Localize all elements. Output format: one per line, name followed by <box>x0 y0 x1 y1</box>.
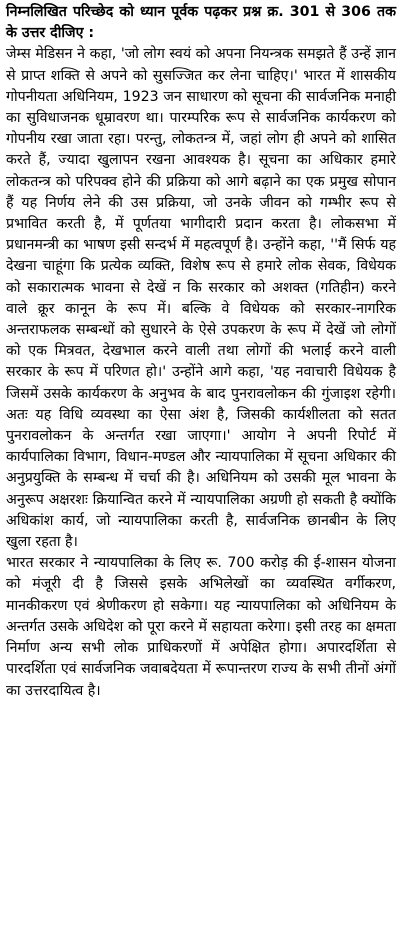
passage-paragraph: जेम्स मेडिसन ने कहा, 'जो लोग स्वयं को अपना नियन्त्रक समझते हैं उन्हें ज्ञान से प्राप्त शक्ति से अपने को सुसज्जित कर लेना चाहिए।' भारत में शासकीय गोपनीयता अधिनियम, 1923 जन साधारण को सूचना की सार्वजनिक मनाही का सुविधाजनक धूम्रावरण था। पारम्परिक रूप से सार्वजनिक कार्यकरण को गोपनीय रखा जाता रहा। परन्तु, लोकतन्त्र में, जहां लोग ही अपने को शासित करते हैं, ज्यादा खुलापन रखना आवश्यक है। सूचना का अधिकार हमारे लोकतन्त्र को परिपक्व होने की प्रक्रिया को आगे बढ़ाने का एक प्रमुख सोपान हैं यह निर्णय लेने की उस प्रक्रिया, जो उनके जीवन को गम्भीर रूप से प्रभावित करती है, में पूर्णतया भागीदारी प्रदान करता है। लोकसभा में प्रधानमन्त्री का भाषण इसी सन्दर्भ में महत्वपूर्ण है। उन्होंने कहा, ''मैं सिर्फ यह देखना चाहूंगा कि प्रत्येक व्यक्ति, विशेष रूप से हमारे लोक सेवक, विधेयक को सकारात्मक भावना से देखें न कि सरकार को अशक्त (गतिहीन) करने वाले क्रूर कानून के रूप में। बल्कि वे विधेयक को सरकार-नागरिक अन्तराफलक सम्बन्धों को सुधारने के ऐसे उपकरण के रूप में देखें जो लोगों को एक मित्रवत, देखभाल करने वाली तथा लोगों की भलाई करने वाली सरकार के रूप में परिणत हो।' उन्होंने आगे कहा, 'यह नवाचारी विधेयक है जिसमें उसके कार्यकरण के अनुभव के बाद पुनरावलोकन की गुंजाइश रहेगी। अतः यह विधि व्यवस्था का ऐसा अंश है, जिसकी कार्यशीलता को सतत पुनरावलोकन के अन्तर्गत रखा जाएगा।' आयोग ने अपनी रिपोर्ट में कार्यपालिका विभाग, विधान-मण्डल और न्यायपालिका में सूचना अधिकार की अनुप्रयुक्ति के सम्बन्ध में चर्चा की है। अधिनियम को उसकी मूल भावना के अनुरूप अक्षरशः क्रियान्वित करने में न्यायपालिका अग्रणी हो सकती है क्योंकि अधिकांश कार्य, जो न्यायपालिका करती है, सार्वजनिक छानबीन के लिए खुला रहता है। <box>6 46 396 551</box>
question-heading: निम्नलिखित परिच्छेद को ध्यान पूर्वक पढ़कर प्रश्न क्र. 301 से 306 तक के उत्तर दीजिए : <box>6 4 396 42</box>
passage-paragraph: भारत सरकार ने न्यायपालिका के लिए रू. 700 करोड़ की ई-शासन योजना को मंजूरी दी है जिससे इसके अभिलेखों का व्यवस्थित वर्गीकरण, मानकीकरण एवं श्रेणीकरण हो सकेगा। यह न्यायपालिका को अधिनियम के अन्तर्गत उसके अधिदेश को पूरा करने में सहायता करेगा। इसी तरह का क्षमता निर्माण अन्य सभी लोक प्राधिकरणों में अपेक्षित होगा। अपारदर्शिता से पारदर्शिता एवं सार्वजनिक जवाबदेयता में रूपान्तरण राज्य के सभी तीनों अंगों का उत्तरदायित्व है। <box>6 555 396 699</box>
